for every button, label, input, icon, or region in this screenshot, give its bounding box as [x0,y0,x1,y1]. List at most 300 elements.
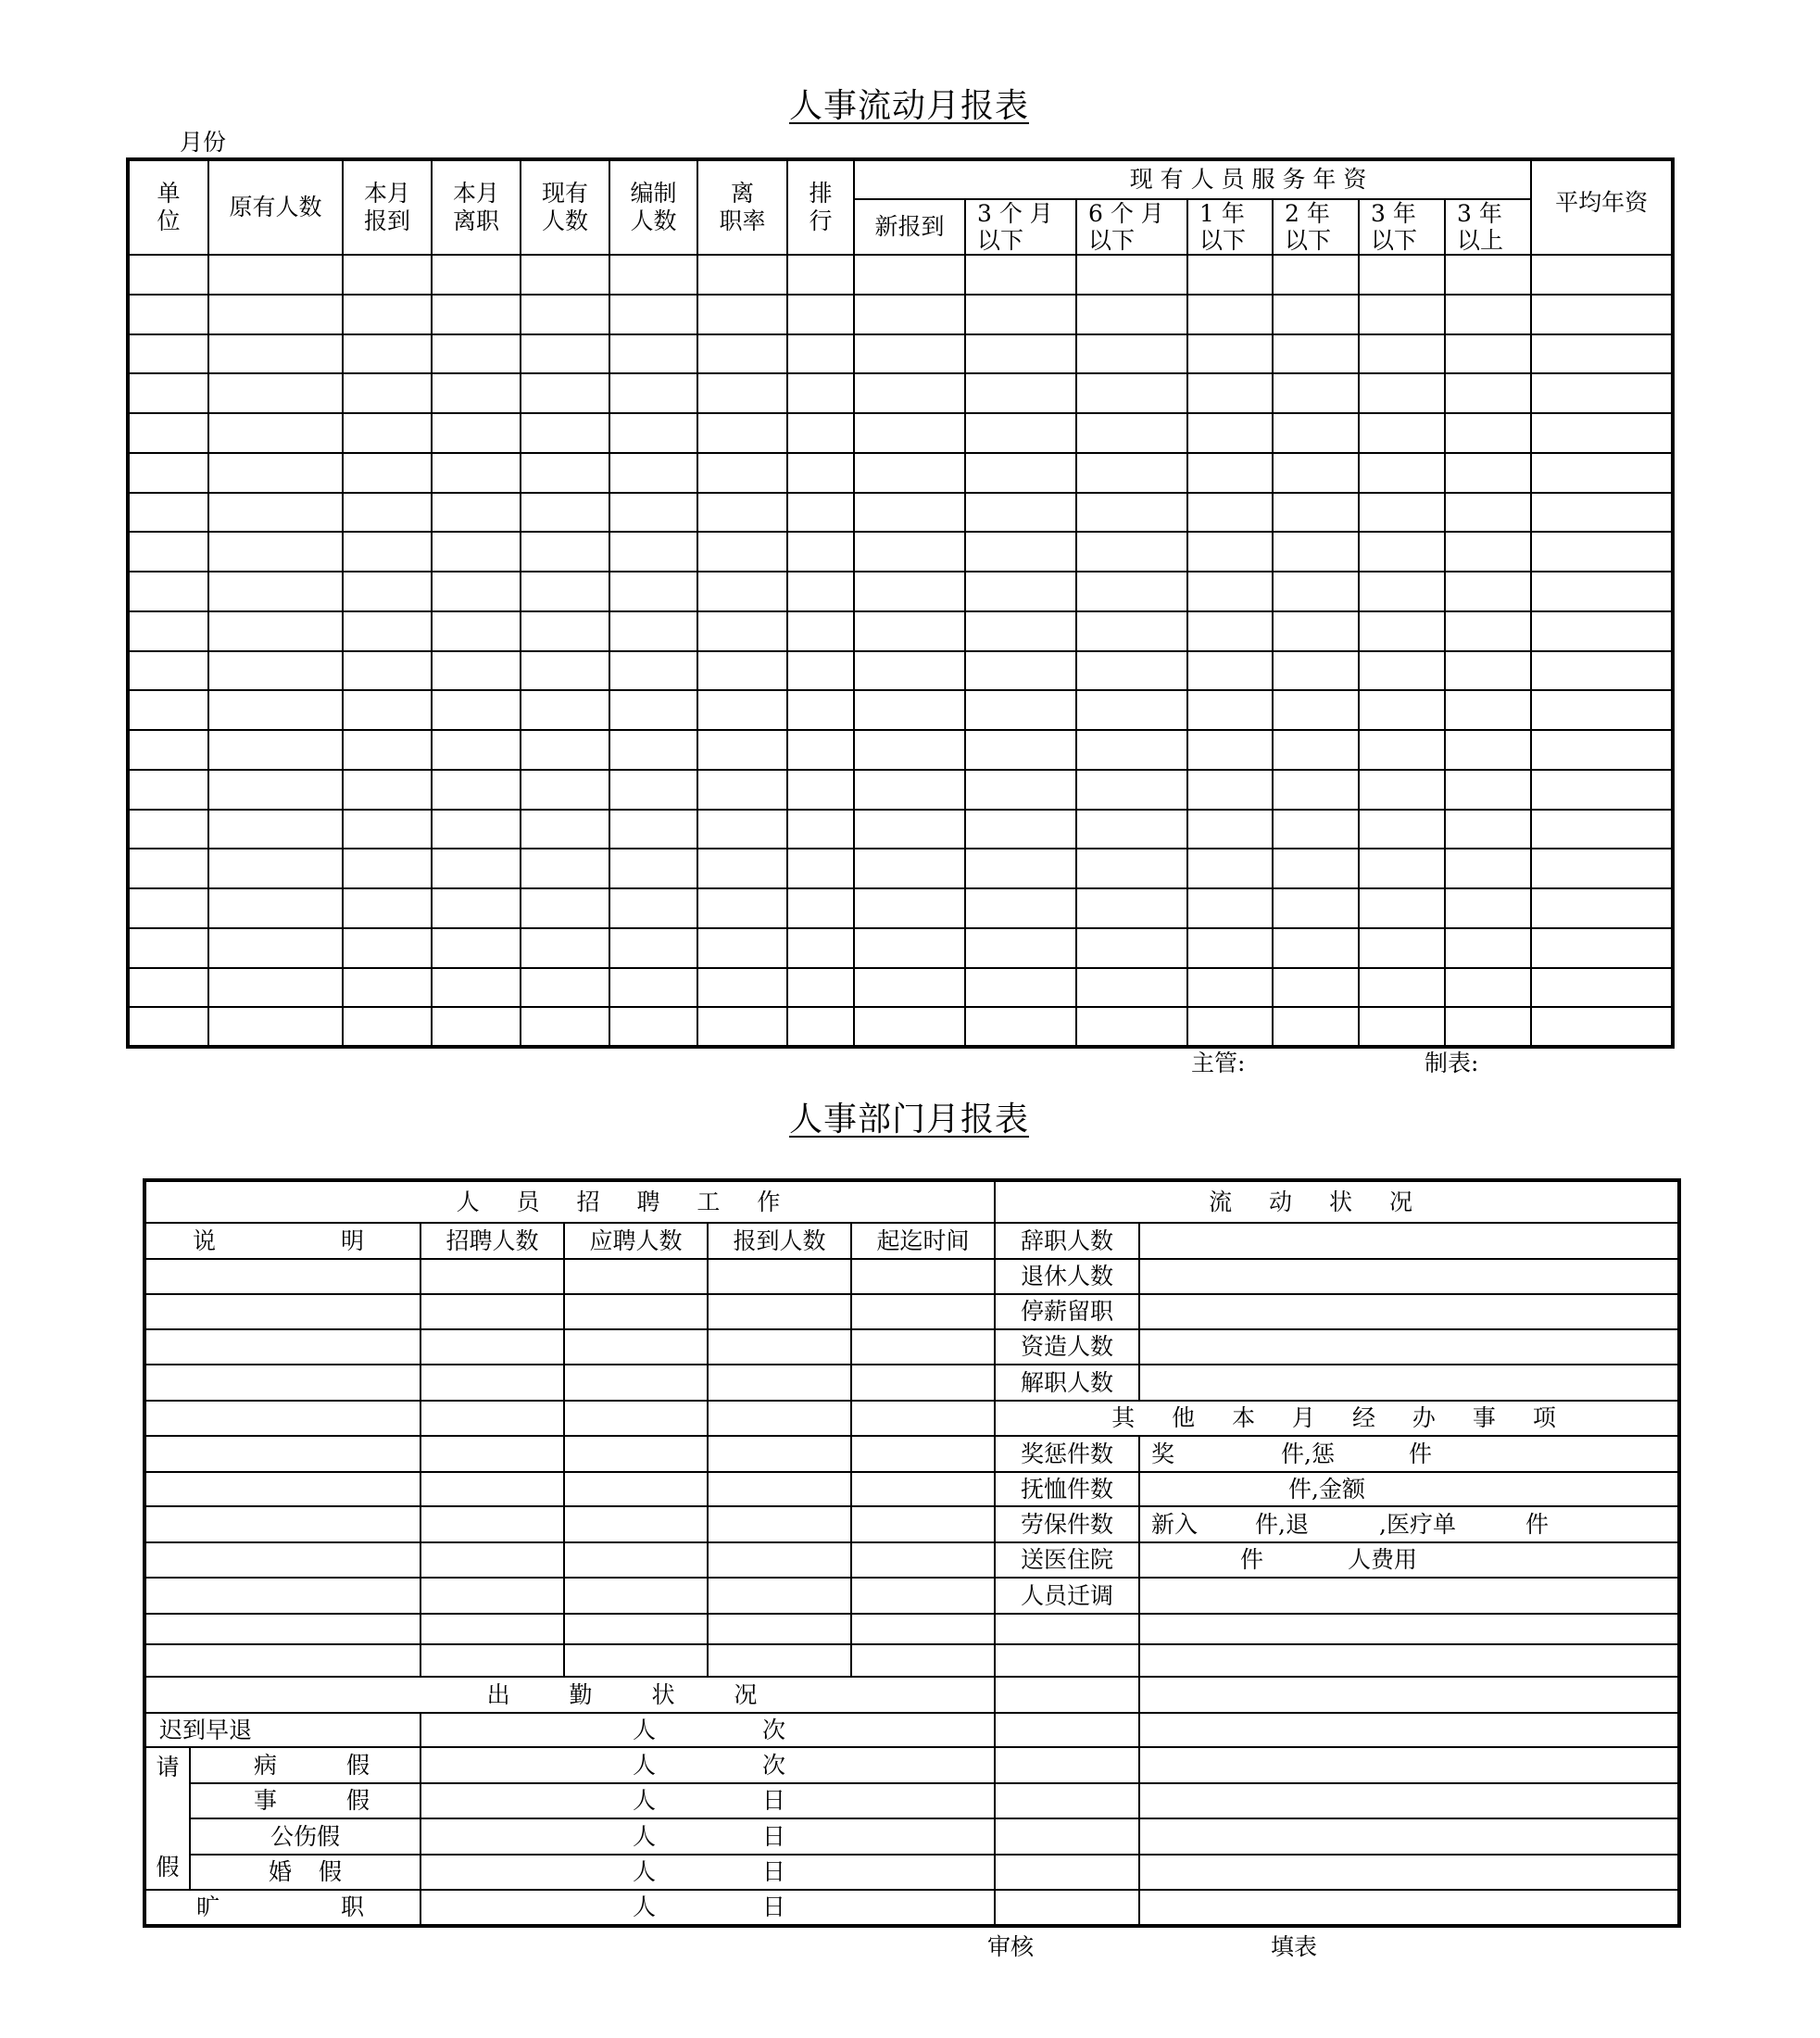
table-cell[interactable] [1359,770,1445,810]
recruitment-cell[interactable] [851,1614,995,1644]
table-cell[interactable] [521,770,609,810]
table-cell[interactable] [128,493,208,533]
table-cell[interactable] [1076,730,1187,770]
table-cell[interactable] [128,651,208,691]
table-cell[interactable] [787,928,854,968]
table-cell[interactable] [343,611,432,651]
table-cell[interactable] [1359,255,1445,295]
table-cell[interactable] [1076,295,1187,334]
table-cell[interactable] [1445,334,1531,374]
recruitment-description-cell[interactable] [144,1644,420,1677]
recruitment-description-cell[interactable] [144,1365,420,1401]
table-cell[interactable] [1273,928,1359,968]
recruitment-cell[interactable] [564,1365,708,1401]
table-cell[interactable] [521,810,609,849]
table-cell[interactable] [1076,1007,1187,1047]
recruitment-cell[interactable] [564,1401,708,1436]
recruitment-cell[interactable] [708,1506,851,1542]
flow-label[interactable] [995,1713,1139,1747]
table-cell[interactable] [521,611,609,651]
table-cell[interactable] [1445,968,1531,1008]
table-cell[interactable] [432,532,521,572]
table-cell[interactable] [787,849,854,888]
table-cell[interactable] [432,1007,521,1047]
table-cell[interactable] [1076,572,1187,611]
table-cell[interactable] [1359,849,1445,888]
table-cell[interactable] [854,888,965,928]
table-cell[interactable] [1076,968,1187,1008]
table-cell[interactable] [697,453,787,493]
table-cell[interactable] [1273,611,1359,651]
table-cell[interactable] [787,413,854,453]
table-cell[interactable] [1359,373,1445,413]
table-cell[interactable] [697,334,787,374]
table-cell[interactable] [609,1007,697,1047]
table-cell[interactable] [343,849,432,888]
table-cell[interactable] [343,334,432,374]
table-cell[interactable] [1531,810,1673,849]
table-cell[interactable] [609,611,697,651]
recruitment-cell[interactable] [564,1614,708,1644]
recruitment-cell[interactable] [708,1472,851,1506]
table-cell[interactable] [1445,611,1531,651]
table-cell[interactable] [343,888,432,928]
table-cell[interactable] [208,255,343,295]
table-cell[interactable] [1531,651,1673,691]
table-cell[interactable] [697,295,787,334]
table-cell[interactable] [1359,968,1445,1008]
table-cell[interactable] [1187,651,1273,691]
flow-value[interactable] [1139,1890,1679,1926]
table-cell[interactable] [343,730,432,770]
table-cell[interactable] [128,928,208,968]
table-cell[interactable] [208,1007,343,1047]
table-cell[interactable] [787,770,854,810]
flow-value[interactable] [1139,1329,1679,1365]
flow-value[interactable] [1139,1259,1679,1294]
table-cell[interactable] [343,532,432,572]
table-cell[interactable] [1531,770,1673,810]
recruitment-cell[interactable] [420,1329,564,1365]
table-cell[interactable] [1076,373,1187,413]
table-cell[interactable] [1531,928,1673,968]
table-cell[interactable] [854,730,965,770]
table-cell[interactable] [1273,572,1359,611]
table-cell[interactable] [1531,373,1673,413]
recruitment-description-cell[interactable] [144,1472,420,1506]
recruitment-cell[interactable] [564,1329,708,1365]
table-cell[interactable] [1273,493,1359,533]
table-cell[interactable] [343,928,432,968]
table-cell[interactable] [128,968,208,1008]
flow-value[interactable] [1139,1365,1679,1401]
flow-value[interactable] [1139,1614,1679,1644]
table-cell[interactable] [1273,888,1359,928]
recruitment-cell[interactable] [851,1401,995,1436]
recruitment-cell[interactable] [420,1401,564,1436]
table-cell[interactable] [1359,413,1445,453]
table-cell[interactable] [697,690,787,730]
recruitment-description-cell[interactable] [144,1506,420,1542]
table-cell[interactable] [343,770,432,810]
table-cell[interactable] [432,690,521,730]
table-cell[interactable] [854,611,965,651]
recruitment-cell[interactable] [420,1614,564,1644]
table-cell[interactable] [854,770,965,810]
flow-value[interactable] [1139,1747,1679,1783]
table-cell[interactable] [965,611,1076,651]
flow-value[interactable] [1139,1644,1679,1677]
table-cell[interactable] [697,730,787,770]
table-cell[interactable] [609,690,697,730]
table-cell[interactable] [1273,651,1359,691]
table-cell[interactable] [1359,730,1445,770]
table-cell[interactable] [432,572,521,611]
table-cell[interactable] [965,968,1076,1008]
table-cell[interactable] [965,1007,1076,1047]
table-cell[interactable] [697,413,787,453]
table-cell[interactable] [609,255,697,295]
table-cell[interactable] [1076,690,1187,730]
table-cell[interactable] [521,453,609,493]
other-matter-value[interactable] [1139,1472,1679,1506]
table-cell[interactable] [854,334,965,374]
table-cell[interactable] [854,810,965,849]
recruitment-cell[interactable] [708,1294,851,1329]
flow-label[interactable] [995,1855,1139,1890]
recruitment-cell[interactable] [564,1472,708,1506]
table-cell[interactable] [343,255,432,295]
table-cell[interactable] [1076,810,1187,849]
table-cell[interactable] [609,572,697,611]
table-cell[interactable] [965,413,1076,453]
table-cell[interactable] [128,730,208,770]
table-cell[interactable] [208,334,343,374]
table-cell[interactable] [697,928,787,968]
table-cell[interactable] [787,453,854,493]
table-cell[interactable] [787,810,854,849]
table-cell[interactable] [432,334,521,374]
table-cell[interactable] [1359,1007,1445,1047]
table-cell[interactable] [521,413,609,453]
table-cell[interactable] [1076,651,1187,691]
table-cell[interactable] [1359,928,1445,968]
table-cell[interactable] [343,373,432,413]
other-matter-value[interactable] [1139,1436,1679,1472]
table-cell[interactable] [1187,334,1273,374]
table-cell[interactable] [432,888,521,928]
table-cell[interactable] [609,968,697,1008]
table-cell[interactable] [1187,1007,1273,1047]
table-cell[interactable] [965,730,1076,770]
recruitment-cell[interactable] [420,1294,564,1329]
table-cell[interactable] [787,690,854,730]
table-cell[interactable] [128,453,208,493]
table-cell[interactable] [1187,572,1273,611]
table-cell[interactable] [1445,295,1531,334]
table-cell[interactable] [787,1007,854,1047]
recruitment-cell[interactable] [851,1436,995,1472]
table-cell[interactable] [697,849,787,888]
table-cell[interactable] [1187,532,1273,572]
flow-label[interactable] [995,1818,1139,1855]
recruitment-cell[interactable] [708,1644,851,1677]
table-cell[interactable] [1187,373,1273,413]
table-cell[interactable] [697,493,787,533]
table-cell[interactable] [697,255,787,295]
table-cell[interactable] [521,1007,609,1047]
table-cell[interactable] [521,651,609,691]
table-cell[interactable] [128,1007,208,1047]
table-cell[interactable] [609,295,697,334]
table-cell[interactable] [208,968,343,1008]
table-cell[interactable] [208,295,343,334]
table-cell[interactable] [1187,968,1273,1008]
table-cell[interactable] [1359,572,1445,611]
recruitment-cell[interactable] [420,1259,564,1294]
table-cell[interactable] [1531,532,1673,572]
table-cell[interactable] [1187,849,1273,888]
table-cell[interactable] [697,888,787,928]
table-cell[interactable] [787,493,854,533]
recruitment-cell[interactable] [851,1542,995,1578]
table-cell[interactable] [1076,255,1187,295]
table-cell[interactable] [697,611,787,651]
flow-value[interactable] [1139,1818,1679,1855]
table-cell[interactable] [787,572,854,611]
recruitment-cell[interactable] [420,1578,564,1614]
table-cell[interactable] [432,849,521,888]
flow-label[interactable] [995,1890,1139,1926]
table-cell[interactable] [1531,690,1673,730]
recruitment-description-cell[interactable] [144,1542,420,1578]
table-cell[interactable] [854,255,965,295]
table-cell[interactable] [609,651,697,691]
table-cell[interactable] [854,532,965,572]
table-cell[interactable] [965,255,1076,295]
table-cell[interactable] [1445,849,1531,888]
table-cell[interactable] [1445,453,1531,493]
table-cell[interactable] [128,888,208,928]
table-cell[interactable] [1273,532,1359,572]
table-cell[interactable] [609,928,697,968]
table-cell[interactable] [609,532,697,572]
recruitment-cell[interactable] [851,1578,995,1614]
table-cell[interactable] [432,810,521,849]
table-cell[interactable] [208,690,343,730]
table-cell[interactable] [128,295,208,334]
table-cell[interactable] [1187,730,1273,770]
table-cell[interactable] [1076,611,1187,651]
table-cell[interactable] [208,611,343,651]
flow-value[interactable] [1139,1783,1679,1818]
table-cell[interactable] [343,453,432,493]
recruitment-cell[interactable] [708,1578,851,1614]
table-cell[interactable] [521,255,609,295]
table-cell[interactable] [128,770,208,810]
table-cell[interactable] [432,611,521,651]
table-cell[interactable] [1359,810,1445,849]
table-cell[interactable] [521,888,609,928]
recruitment-cell[interactable] [420,1436,564,1472]
recruitment-cell[interactable] [708,1542,851,1578]
recruitment-description-cell[interactable] [144,1578,420,1614]
attendance-value[interactable] [420,1818,995,1855]
table-cell[interactable] [1531,572,1673,611]
table-cell[interactable] [965,690,1076,730]
table-cell[interactable] [1445,888,1531,928]
table-cell[interactable] [521,849,609,888]
table-cell[interactable] [965,493,1076,533]
table-cell[interactable] [609,413,697,453]
table-cell[interactable] [1531,453,1673,493]
table-cell[interactable] [1076,493,1187,533]
recruitment-cell[interactable] [564,1506,708,1542]
table-cell[interactable] [965,888,1076,928]
recruitment-cell[interactable] [851,1472,995,1506]
recruitment-cell[interactable] [420,1542,564,1578]
table-cell[interactable] [208,413,343,453]
flow-label[interactable] [995,1614,1139,1644]
table-cell[interactable] [1076,928,1187,968]
recruitment-cell[interactable] [851,1329,995,1365]
recruitment-cell[interactable] [851,1294,995,1329]
table-cell[interactable] [609,888,697,928]
table-cell[interactable] [854,968,965,1008]
table-cell[interactable] [1445,651,1531,691]
table-cell[interactable] [1445,770,1531,810]
table-cell[interactable] [1076,453,1187,493]
table-cell[interactable] [787,730,854,770]
table-cell[interactable] [1531,255,1673,295]
table-cell[interactable] [521,295,609,334]
table-cell[interactable] [1445,373,1531,413]
table-cell[interactable] [609,493,697,533]
table-cell[interactable] [1187,770,1273,810]
table-cell[interactable] [1445,532,1531,572]
table-cell[interactable] [343,1007,432,1047]
flow-value[interactable] [1139,1855,1679,1890]
table-cell[interactable] [854,572,965,611]
recruitment-cell[interactable] [564,1542,708,1578]
table-cell[interactable] [854,413,965,453]
table-cell[interactable] [1359,295,1445,334]
table-cell[interactable] [1531,334,1673,374]
recruitment-cell[interactable] [851,1506,995,1542]
recruitment-cell[interactable] [708,1401,851,1436]
recruitment-cell[interactable] [851,1259,995,1294]
table-cell[interactable] [1445,572,1531,611]
table-cell[interactable] [1531,1007,1673,1047]
table-cell[interactable] [1531,611,1673,651]
table-cell[interactable] [1359,611,1445,651]
table-cell[interactable] [787,532,854,572]
table-cell[interactable] [787,255,854,295]
table-cell[interactable] [1187,453,1273,493]
table-cell[interactable] [1273,295,1359,334]
table-cell[interactable] [965,373,1076,413]
table-cell[interactable] [432,493,521,533]
table-cell[interactable] [343,493,432,533]
table-cell[interactable] [1076,413,1187,453]
table-cell[interactable] [128,373,208,413]
table-cell[interactable] [965,453,1076,493]
table-cell[interactable] [697,373,787,413]
recruitment-cell[interactable] [420,1644,564,1677]
table-cell[interactable] [787,968,854,1008]
table-cell[interactable] [965,810,1076,849]
table-cell[interactable] [854,1007,965,1047]
flow-label[interactable] [995,1783,1139,1818]
table-cell[interactable] [1187,295,1273,334]
table-cell[interactable] [1076,888,1187,928]
table-cell[interactable] [609,453,697,493]
table-cell[interactable] [1076,849,1187,888]
table-cell[interactable] [1273,810,1359,849]
table-cell[interactable] [1445,730,1531,770]
table-cell[interactable] [343,968,432,1008]
table-cell[interactable] [128,611,208,651]
table-cell[interactable] [432,413,521,453]
table-cell[interactable] [1531,849,1673,888]
recruitment-cell[interactable] [420,1365,564,1401]
table-cell[interactable] [521,493,609,533]
recruitment-description-cell[interactable] [144,1329,420,1365]
table-cell[interactable] [609,849,697,888]
table-cell[interactable] [965,770,1076,810]
flow-label[interactable] [995,1644,1139,1677]
table-cell[interactable] [854,928,965,968]
table-cell[interactable] [854,849,965,888]
table-cell[interactable] [609,334,697,374]
recruitment-cell[interactable] [708,1329,851,1365]
recruitment-cell[interactable] [708,1365,851,1401]
table-cell[interactable] [787,373,854,413]
table-cell[interactable] [697,572,787,611]
table-cell[interactable] [128,413,208,453]
table-cell[interactable] [1187,690,1273,730]
table-cell[interactable] [1359,493,1445,533]
table-cell[interactable] [343,295,432,334]
table-cell[interactable] [1445,928,1531,968]
table-cell[interactable] [521,373,609,413]
table-cell[interactable] [965,572,1076,611]
table-cell[interactable] [128,334,208,374]
table-cell[interactable] [1359,888,1445,928]
table-cell[interactable] [965,532,1076,572]
table-cell[interactable] [1076,770,1187,810]
recruitment-cell[interactable] [851,1644,995,1677]
table-cell[interactable] [1531,493,1673,533]
recruitment-description-cell[interactable] [144,1401,420,1436]
table-cell[interactable] [609,810,697,849]
table-cell[interactable] [1531,888,1673,928]
table-cell[interactable] [208,532,343,572]
table-cell[interactable] [208,928,343,968]
table-cell[interactable] [208,730,343,770]
table-cell[interactable] [432,968,521,1008]
table-cell[interactable] [787,651,854,691]
table-cell[interactable] [432,651,521,691]
table-cell[interactable] [521,690,609,730]
flow-value[interactable] [1139,1677,1679,1713]
table-cell[interactable] [1359,334,1445,374]
recruitment-cell[interactable] [708,1614,851,1644]
recruitment-cell[interactable] [564,1436,708,1472]
table-cell[interactable] [208,453,343,493]
table-cell[interactable] [965,849,1076,888]
table-cell[interactable] [787,888,854,928]
